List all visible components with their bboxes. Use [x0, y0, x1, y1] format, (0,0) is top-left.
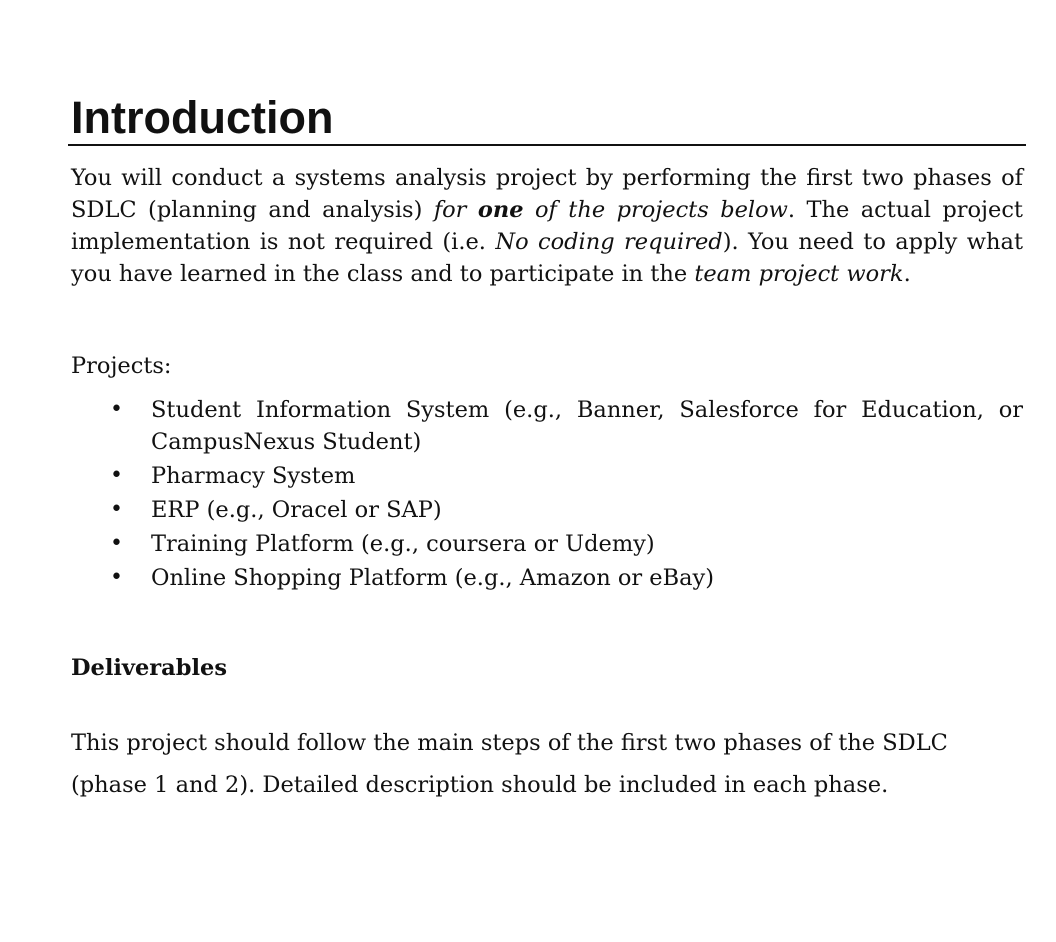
project-item-text: Online Shopping Platform (e.g., Amazon or eBay) — [151, 565, 715, 591]
list-item — [71, 562, 1023, 594]
project-item-text: ERP (e.g., Oracel or SAP) — [151, 497, 442, 523]
intro-italic-team-work: team project work — [694, 261, 904, 287]
project-item-text: Student Information System (e.g., Banner, Salesforce for Education, or CampusNexus Student) — [151, 397, 1023, 455]
list-item — [71, 494, 1023, 526]
bullet: • — [110, 463, 123, 488]
list-item — [71, 528, 1023, 560]
projects-list — [71, 394, 1023, 596]
intro-italic-projects-below: of the projects below — [523, 197, 788, 223]
title-underline — [68, 144, 1026, 146]
bullet: • — [110, 497, 123, 522]
projects-label: Projects: — [71, 353, 172, 379]
project-item-text: Pharmacy System — [151, 463, 356, 489]
intro-italic-for: for — [433, 197, 478, 223]
intro-text-3: ). You need to apply what you have learned in the class and to participate in the — [71, 229, 1023, 287]
bullet: • — [110, 531, 123, 556]
intro-text-4: . — [903, 261, 911, 287]
bullet: • — [110, 397, 123, 422]
bullet: • — [110, 565, 123, 590]
page-title: Introduction — [71, 92, 334, 143]
project-item-text: Training Platform (e.g., coursera or Udemy) — [151, 531, 655, 557]
intro-paragraph — [71, 162, 1023, 290]
list-item — [71, 394, 1023, 458]
intro-text-2: . The actual project implementation is not required (i.e. — [71, 197, 1023, 255]
list-item — [71, 460, 1023, 492]
deliverables-heading: Deliverables — [71, 655, 228, 681]
intro-italic-no-coding: No coding required — [495, 229, 723, 255]
intro-emphasis-one: one — [477, 197, 524, 223]
deliverables-paragraph: This project should follow the main steps of the first two phases of the SDLC (phase 1 and 2). Detailed description should be included in each phase. — [71, 730, 948, 798]
intro-text-1: You will conduct a systems analysis project by performing the first two phases of SDLC (planning and analysis) — [71, 165, 1023, 223]
